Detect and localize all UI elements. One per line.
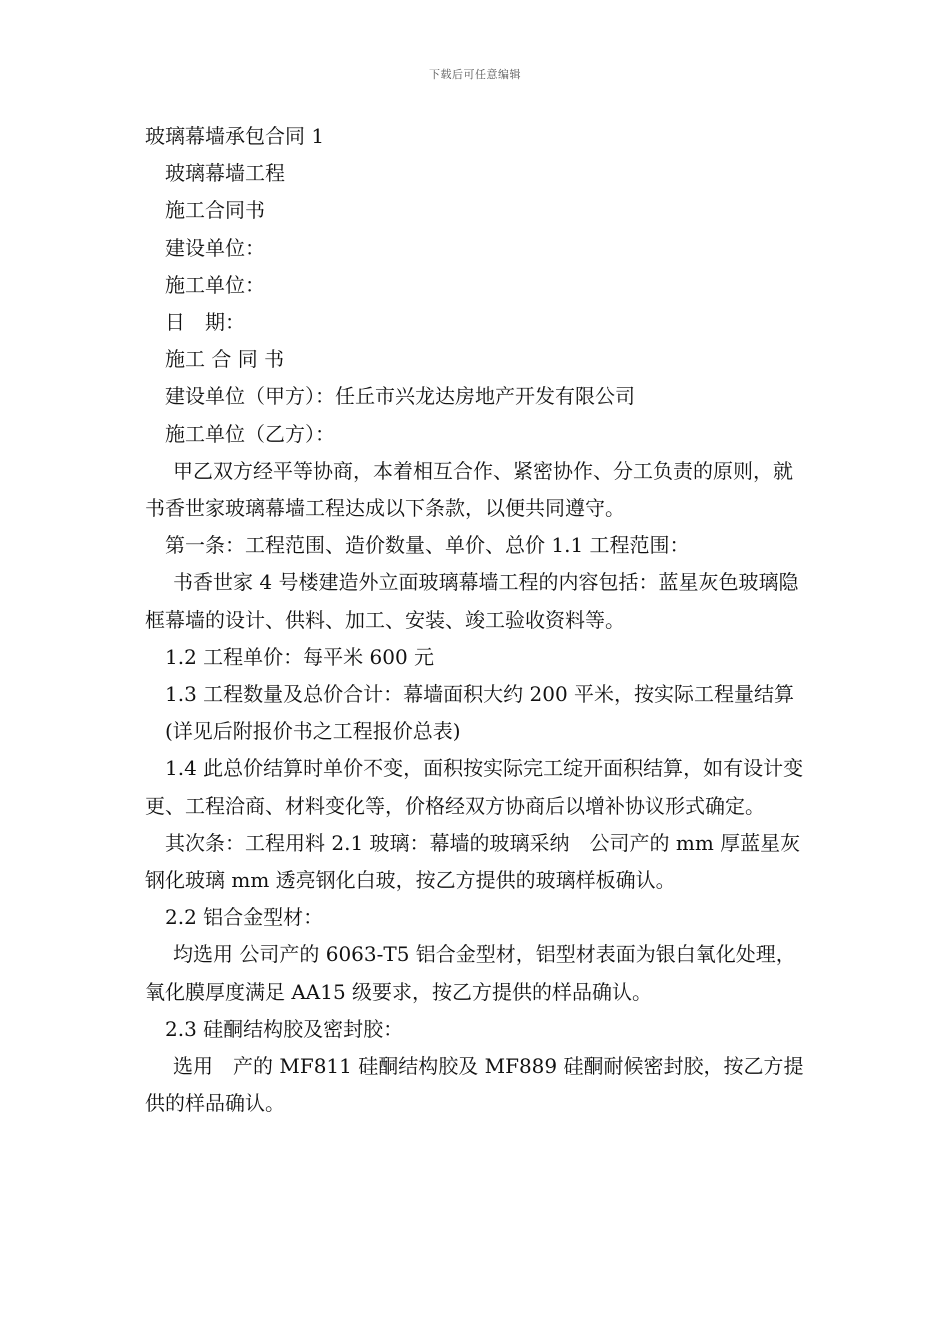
paragraph-article-1: 第一条：工程范围、造价数量、单价、总价 1.1 工程范围：	[165, 533, 690, 558]
paragraph-party-a: 建设单位（甲方）：任丘市兴龙达房地产开发有限公司	[165, 384, 635, 409]
paragraph-article-2: 其次条：工程用料 2.1 玻璃：幕墙的玻璃采纳 公司产的 mm 厚蓝星灰 钢化玻璃 mm 透亮钢化白玻，按乙方提供的玻璃样板确认。	[145, 830, 801, 893]
paragraph-quantity: 1.3 工程数量及总价合计：幕墙面积大约 200 平米，按实际工程量结算	[165, 682, 795, 707]
paragraph-settlement: 1.4 此总价结算时单价不变，面积按实际完工绽开面积结算，如有设计变更、工程洽商、材料变化等，价格经双方协商后以增补协议形式确定。	[145, 756, 804, 818]
paragraph-aluminum-heading: 2.2 铝合金型材：	[165, 905, 324, 930]
paragraph-scope: 书香世家 4 号楼建造外立面玻璃幕墙工程的内容包括：蓝星灰色玻璃隐框幕墙的设计、供料、加工、安装、竣工验收资料等。	[145, 570, 799, 632]
paragraph-contract-title: 施工合同书	[165, 198, 265, 223]
paragraph-contractor-label: 施工单位：	[165, 272, 265, 297]
paragraph-aluminum: 均选用 公司产的 6063-T5 铝合金型材，铝型材表面为银白氧化处理，氧化膜厚度满足 AA15 级要求，按乙方提供的样品确认。	[145, 942, 796, 1004]
paragraph-contract-heading: 施工 合 同 书	[165, 347, 285, 372]
document-body	[145, 118, 810, 1122]
paragraph-party-b: 施工单位（乙方）：	[165, 421, 335, 446]
paragraph-preamble: 甲乙双方经平等协商，本着相互合作、紧密协作、分工负责的原则，就书香世家玻璃幕墙工程达成以下条款，以便共同遵守。	[145, 458, 793, 521]
page-header: 下载后可任意编辑	[429, 68, 521, 81]
paragraph-date-label: 日 期：	[165, 310, 245, 335]
paragraph-quote-note: (详见后附报价书之工程报价总表)	[165, 719, 461, 744]
document-title: 玻璃幕墙承包合同 1	[145, 124, 325, 148]
paragraph-sealant: 选用 产的 MF811 硅酮结构胶及 MF889 硅酮耐候密封胶，按乙方提供的样品确认。	[145, 1054, 804, 1116]
paragraph-unit-price: 1.2 工程单价：每平米 600 元	[165, 644, 435, 669]
paragraph-owner-label: 建设单位：	[165, 235, 265, 260]
paragraph-project-name: 玻璃幕墙工程	[165, 161, 285, 186]
paragraph-sealant-heading: 2.3 硅酮结构胶及密封胶：	[165, 1016, 404, 1041]
